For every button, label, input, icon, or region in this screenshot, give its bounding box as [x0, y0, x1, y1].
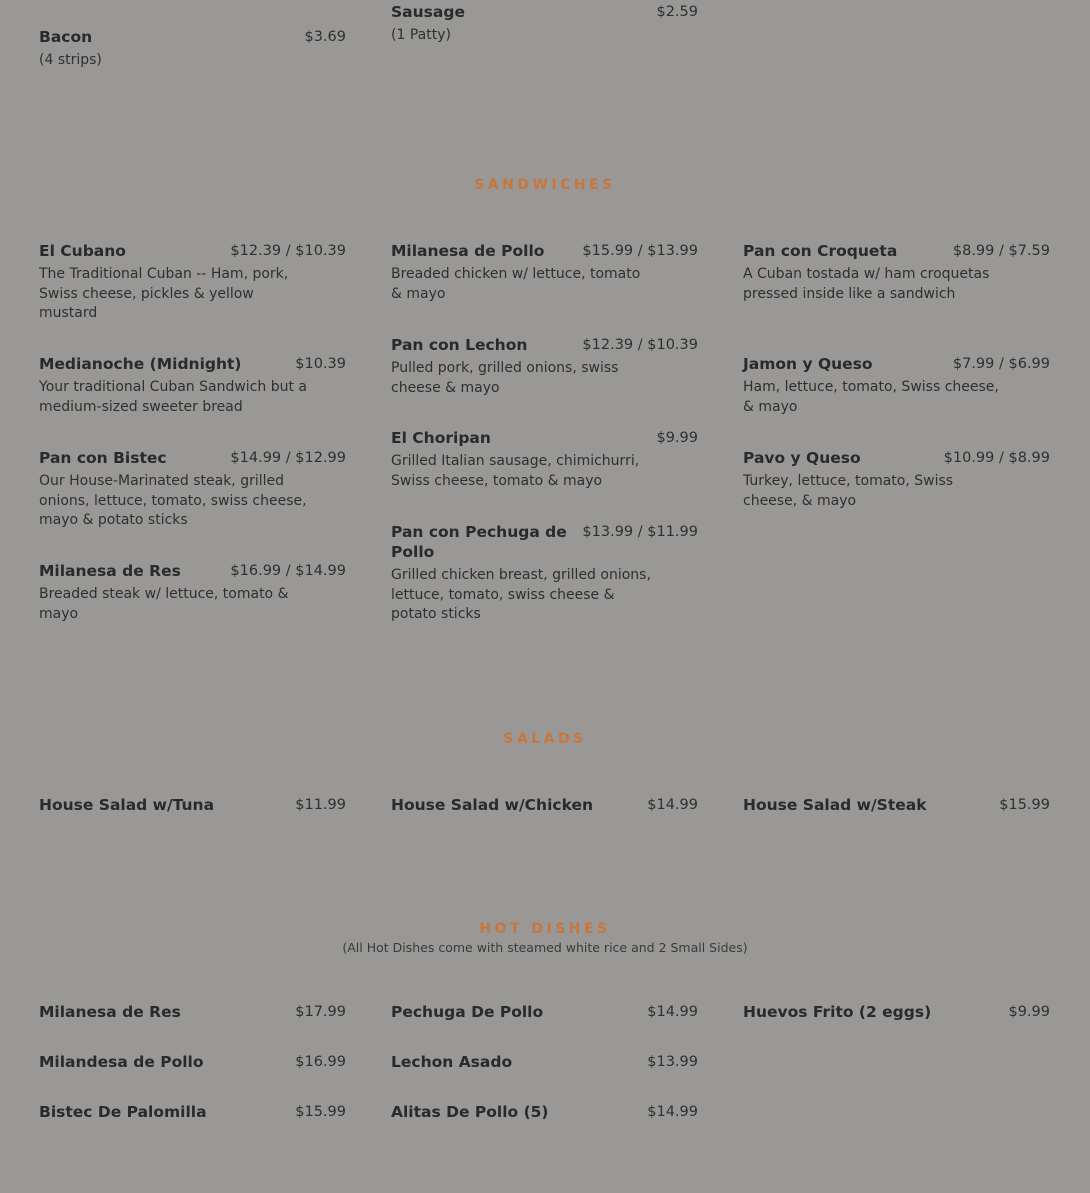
- item-name: Lechon Asado: [391, 1053, 513, 1071]
- item-description: Your traditional Cuban Sandwich but a medium-sized sweeter bread: [39, 379, 307, 415]
- item-description: Turkey, lettuce, tomato, Swiss cheese, & mayo: [743, 473, 954, 509]
- item-name: Milanesa de Res: [39, 1003, 181, 1021]
- item-description: Ham, lettuce, tomato, Swiss cheese, & mayo: [743, 379, 999, 415]
- item-price: $12.39 / $10.39: [230, 243, 346, 259]
- item-name: Pan con Croqueta: [743, 242, 898, 260]
- menu-item: [391, 1102, 698, 1122]
- item-name: Pan con Bistec: [39, 449, 167, 467]
- item-price: $10.99 / $8.99: [943, 450, 1050, 466]
- item-price: $16.99: [295, 1054, 346, 1070]
- item-price: $13.99 / $11.99: [582, 524, 698, 540]
- item-description: Grilled Italian sausage, chimichurri, Swiss cheese, tomato & mayo: [391, 453, 640, 489]
- menu-item: [391, 241, 698, 304]
- item-description: Our House-Marinated steak, grilled onions, lettuce, tomato, swiss cheese, mayo & potato sticks: [39, 473, 307, 528]
- item-price: $14.99 / $12.99: [230, 450, 346, 466]
- item-price: $3.69: [304, 29, 346, 45]
- menu-item: [39, 241, 346, 324]
- item-price: $11.99: [295, 797, 346, 813]
- item-price: $14.99: [647, 1104, 698, 1120]
- menu-item: [391, 2, 698, 46]
- item-price: $2.59: [656, 4, 698, 20]
- item-name: Pavo y Queso: [743, 449, 861, 467]
- section-title-sandwiches: SANDWICHES: [474, 177, 616, 193]
- item-price: $15.99: [295, 1104, 346, 1120]
- item-name: House Salad w/Tuna: [39, 796, 215, 814]
- item-name: House Salad w/Steak: [743, 796, 927, 814]
- item-price: $15.99 / $13.99: [582, 243, 698, 259]
- section-subtitle: (All Hot Dishes come with steamed white rice and 2 Small Sides): [342, 940, 748, 955]
- menu-item: [391, 1052, 698, 1072]
- section-title-salads: SALADS: [503, 731, 587, 747]
- item-description: Grilled chicken breast, grilled onions, lettuce, tomato, swiss cheese & potato sticks: [391, 567, 651, 622]
- menu-item: [743, 448, 1050, 511]
- item-price: $15.99: [999, 797, 1050, 813]
- menu-item: [743, 1002, 1050, 1022]
- menu-item: [391, 428, 698, 491]
- item-price: $17.99: [295, 1004, 346, 1020]
- item-name: Pan con Pechuga de Pollo: [391, 523, 567, 561]
- item-description: (1 Patty): [391, 27, 451, 43]
- item-price: $10.39: [295, 356, 346, 372]
- menu-item: [391, 335, 698, 398]
- menu-item: [39, 1002, 346, 1022]
- menu-item: [39, 448, 346, 531]
- menu-item: [39, 354, 346, 417]
- item-name: Pechuga De Pollo: [391, 1003, 544, 1021]
- menu-item: [391, 522, 698, 625]
- section-title-hot-dishes: HOT DISHES: [479, 921, 611, 937]
- menu-item: [391, 1002, 698, 1022]
- item-name: Milanesa de Res: [39, 562, 181, 580]
- menu-item: [39, 1102, 346, 1122]
- item-name: El Cubano: [39, 242, 126, 260]
- item-price: $14.99: [647, 1004, 698, 1020]
- item-name: Pan con Lechon: [391, 336, 528, 354]
- item-name: Bistec De Palomilla: [39, 1103, 207, 1121]
- menu-item: [39, 1052, 346, 1072]
- menu-item: [743, 795, 1050, 815]
- item-name: Jamon y Queso: [743, 355, 873, 373]
- menu-item: [743, 354, 1050, 417]
- item-description: Breaded steak w/ lettuce, tomato & mayo: [39, 586, 289, 622]
- item-name: Alitas De Pollo (5): [391, 1103, 549, 1121]
- item-name: Huevos Frito (2 eggs): [743, 1003, 932, 1021]
- item-price: $7.99 / $6.99: [952, 356, 1050, 372]
- menu-item: [39, 795, 346, 815]
- item-name: El Choripan: [391, 429, 491, 447]
- item-price: $8.99 / $7.59: [952, 243, 1050, 259]
- menu-item: [391, 795, 698, 815]
- menu-item: [39, 561, 346, 624]
- item-name: Sausage: [391, 3, 465, 21]
- item-price: $12.39 / $10.39: [582, 337, 698, 353]
- item-price: $16.99 / $14.99: [230, 563, 346, 579]
- item-description: (4 strips): [39, 52, 102, 68]
- item-description: Breaded chicken w/ lettuce, tomato & mayo: [391, 266, 641, 302]
- item-name: Milandesa de Pollo: [39, 1053, 204, 1071]
- menu-item: [743, 241, 1050, 304]
- item-price: $14.99: [647, 797, 698, 813]
- item-description: A Cuban tostada w/ ham croquetas pressed inside like a sandwich: [743, 266, 990, 302]
- menu-item: [39, 27, 346, 71]
- item-name: Milanesa de Pollo: [391, 242, 545, 260]
- item-price: $9.99: [1008, 1004, 1050, 1020]
- item-name: Bacon: [39, 28, 93, 46]
- item-description: Pulled pork, grilled onions, swiss cheese & mayo: [391, 360, 619, 396]
- item-name: House Salad w/Chicken: [391, 796, 594, 814]
- item-name: Medianoche (Midnight): [39, 355, 242, 373]
- item-price: $9.99: [656, 430, 698, 446]
- item-description: The Traditional Cuban -- Ham, pork, Swiss cheese, pickles & yellow mustard: [39, 266, 289, 321]
- item-price: $13.99: [647, 1054, 698, 1070]
